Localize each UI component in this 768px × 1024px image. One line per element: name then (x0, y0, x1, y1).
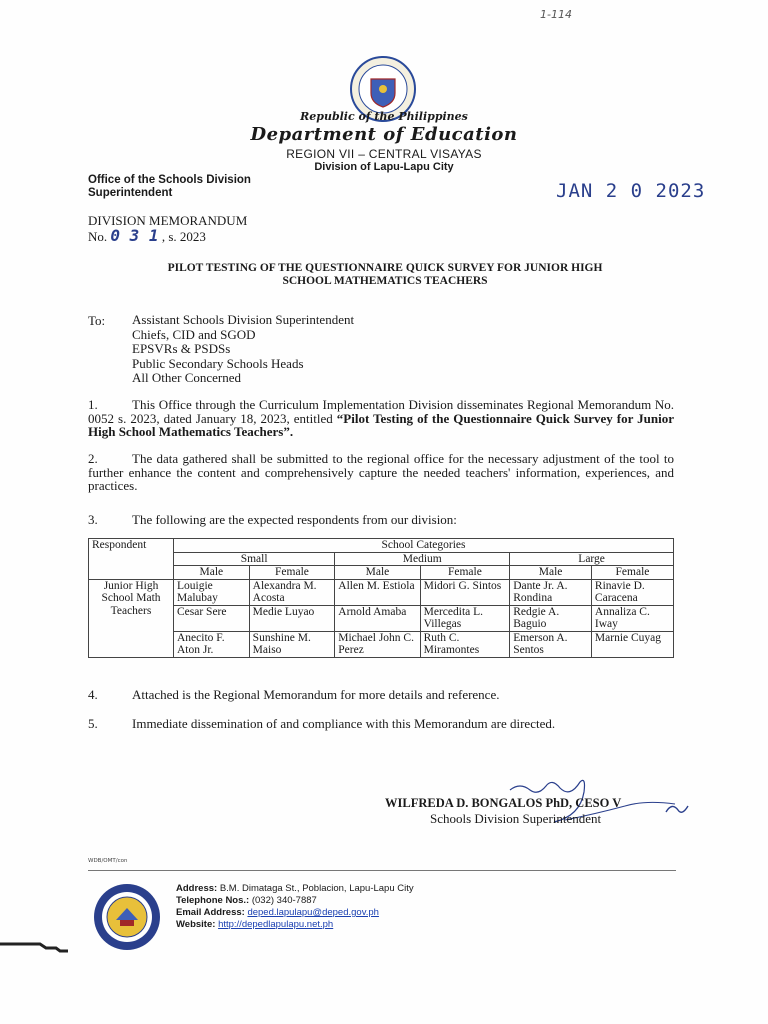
office-label (88, 174, 251, 200)
paragraph-5 (88, 717, 674, 731)
recipient-item: Chiefs, CID and SGOD (132, 326, 256, 342)
table-cell: Arnold Amaba (335, 605, 420, 631)
footer-divider (88, 870, 676, 871)
respondent-header: Respondent (89, 539, 174, 580)
table-cell: Louigie Malubay (174, 579, 250, 605)
footer-label: Telephone Nos.: (176, 895, 250, 906)
memo-series: , s. 2023 (161, 229, 206, 244)
to-label: To: (88, 313, 106, 328)
footer-label: Website: (176, 919, 216, 930)
website-link[interactable]: http://depedlapulapu.net.ph (218, 919, 334, 930)
paragraph-3 (88, 513, 674, 527)
footer-email (176, 907, 414, 919)
paragraph-number: 2. (88, 451, 98, 466)
table-cell: Rinavie D. Caracena (591, 579, 673, 605)
gender-header: Male (510, 566, 592, 580)
footer-address (176, 883, 414, 895)
paragraph-text: The data gathered shall be submitted to the regional office for the necessary adjustment of the tool to further enhance the content and comprehensively capture the needed teachers' information, experiences, and practices. (88, 451, 674, 493)
memo-number-line (88, 228, 247, 244)
gender-header: Male (335, 566, 420, 580)
division-seal-logo (92, 882, 162, 952)
recipient-item: Assistant Schools Division Superintendent (132, 312, 355, 327)
paragraph-1 (88, 398, 674, 439)
respondent-label: Junior High School Math Teachers (89, 579, 174, 657)
size-header-large: Large (510, 552, 674, 566)
footer-telephone (176, 895, 414, 907)
gender-header: Male (174, 566, 250, 580)
handwritten-note: 1-114 (540, 8, 572, 21)
table-row (89, 605, 674, 631)
paragraph-number: 4. (88, 687, 98, 702)
memo-title (100, 262, 670, 288)
paragraph-text: Immediate dissemination of and compliance with this Memorandum are directed. (132, 716, 556, 731)
paragraph-number: 3. (88, 512, 98, 527)
footer-label: Email Address: (176, 907, 245, 918)
memo-title-line-2: SCHOOL MATHEMATICS TEACHERS (282, 275, 488, 287)
size-header-medium: Medium (335, 552, 510, 566)
respondents-table (88, 538, 674, 658)
office-line-2: Superintendent (88, 187, 173, 199)
table-cell: Dante Jr. A. Rondina (510, 579, 592, 605)
table-cell: Alexandra M. Acosta (249, 579, 335, 605)
table-row (89, 579, 674, 605)
recipient-list (132, 313, 354, 386)
school-categories-header: School Categories (174, 539, 674, 553)
date-stamp: JAN 2 0 2023 (556, 180, 706, 202)
footer-website (176, 919, 414, 931)
republic-heading: Republic of the Philippines (300, 110, 468, 123)
paragraph-text: The following are the expected respondents from our division: (132, 512, 457, 527)
paragraph-2 (88, 452, 674, 493)
signatory-name: WILFREDA D. BONGALOS PhD, CESO V (385, 796, 622, 810)
gender-header: Female (420, 566, 510, 580)
table-cell: Midori G. Sintos (420, 579, 510, 605)
gender-header: Female (591, 566, 673, 580)
table-cell: Cesar Sere (174, 605, 250, 631)
memo-heading (88, 213, 247, 244)
recipient-item: Public Secondary Schools Heads (132, 355, 304, 371)
table-cell: Medie Luyao (249, 605, 335, 631)
paragraph-text: This Office through the Curriculum Implementation Division disseminates Regional Memorandum No. 0052 s. 2023, dated January 18, 2023, entitled (88, 397, 674, 426)
table-cell: Anecito F. Aton Jr. (174, 631, 250, 657)
table-cell: Sunshine M. Maiso (249, 631, 335, 657)
region-heading: REGION VII – CENTRAL VISAYAS (286, 147, 482, 161)
footer-label: Address: (176, 883, 218, 894)
table-cell: Mercedita L. Villegas (420, 605, 510, 631)
scan-artifact (0, 940, 70, 954)
document-code: WDB/OMT/con (88, 858, 128, 864)
paragraph-number: 5. (88, 716, 98, 731)
footer-value: (032) 340-7887 (251, 895, 317, 906)
paragraph-text: Attached is the Regional Memorandum for more details and reference. (132, 687, 500, 702)
paragraph-bold-title: “Pilot Testing of the Questionnaire Quick Survey for Junior High School Mathematics Teachers”. (88, 410, 674, 439)
table-cell: Allen M. Estiola (335, 579, 420, 605)
recipient-item: EPSVRs & PSDSs (132, 341, 231, 356)
gender-header: Female (249, 566, 335, 580)
table-row (89, 631, 674, 657)
memo-type: DIVISION MEMORANDUM (88, 213, 248, 228)
memo-number: 0 3 1 (110, 226, 159, 245)
recipient-item: All Other Concerned (132, 370, 242, 385)
footer-value: B.M. Dimataga St., Poblacion, Lapu-Lapu City (219, 883, 414, 894)
table-cell: Ruth C. Miramontes (420, 631, 510, 657)
footer-contact (176, 883, 414, 931)
signatory-title: Schools Division Superintendent (430, 811, 602, 826)
email-link[interactable]: deped.lapulapu@deped.gov.ph (247, 907, 379, 918)
memo-no-label: No. (88, 229, 108, 244)
table-cell: Emerson A. Sentos (510, 631, 592, 657)
memo-title-line-1: PILOT TESTING OF THE QUESTIONNAIRE QUICK SURVEY FOR JUNIOR HIGH (167, 262, 603, 274)
paragraph-4 (88, 688, 674, 702)
department-heading: Department of Education (250, 124, 518, 145)
table-cell: Michael John C. Perez (335, 631, 420, 657)
paragraph-number: 1. (88, 397, 98, 412)
table-cell: Annaliza C. Iway (591, 605, 673, 631)
division-heading: Division of Lapu-Lapu City (314, 161, 454, 173)
table-cell: Marnie Cuyag (591, 631, 673, 657)
size-header-small: Small (174, 552, 335, 566)
table-cell: Redgie A. Baguio (510, 605, 592, 631)
office-line-1: Office of the Schools Division (88, 174, 251, 186)
